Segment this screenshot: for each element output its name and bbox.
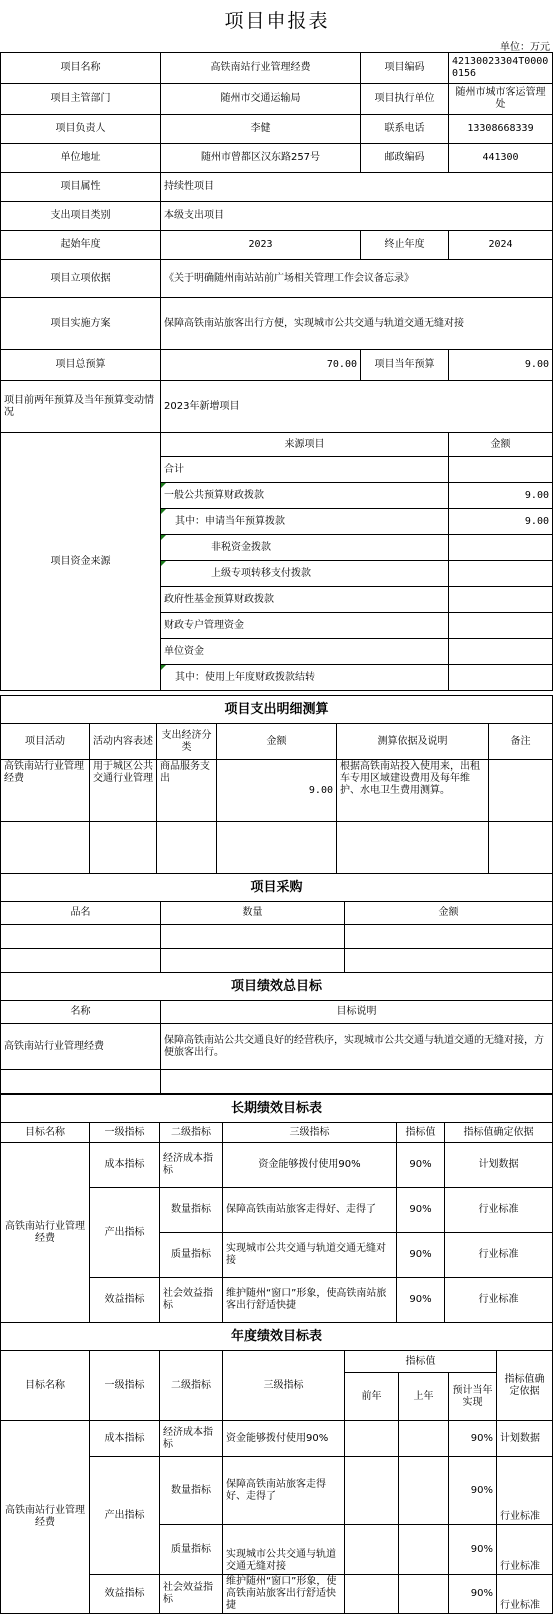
- funding-row-name: 单位资金: [161, 639, 449, 665]
- annual-l3: 保障高铁南站旅客走得好、走得了: [223, 1457, 345, 1525]
- annual-l3: 资金能够拨付使用90%: [223, 1421, 345, 1457]
- funding-row-amount: [449, 665, 553, 691]
- empty-cell: [1, 1070, 161, 1094]
- long-term-l2: 质量指标: [160, 1233, 223, 1278]
- detail-header: 活动内容表述: [90, 724, 157, 760]
- purchase-header: 数量: [161, 902, 345, 925]
- annual-header: 目标名称: [1, 1351, 90, 1421]
- funding-row-amount: 9.00: [449, 509, 553, 535]
- annual-header: 前年: [345, 1373, 399, 1421]
- detail-header: 支出经济分类: [157, 724, 217, 760]
- change-value: 2023年新增项目: [161, 381, 553, 433]
- start-label: 起始年度: [1, 231, 161, 260]
- annual-basis: 行业标准: [497, 1575, 553, 1614]
- change-label: 项目前两年预算及当年预算变动情况: [1, 381, 161, 433]
- annual-l1: 效益指标: [90, 1575, 160, 1614]
- purchase-table: [0, 873, 553, 973]
- funding-row-name: 非税资金拨款: [161, 535, 449, 561]
- annual-l1: 成本指标: [90, 1421, 160, 1457]
- funding-row-name: 其中：申请当年预算拨款: [161, 509, 449, 535]
- project-info-table: [0, 52, 553, 691]
- funding-row-amount: [449, 613, 553, 639]
- long-term-value: 90%: [397, 1278, 445, 1323]
- long-term-l3: 资金能够拨付使用90%: [223, 1143, 397, 1188]
- annual-header: 上年: [399, 1373, 449, 1421]
- annual-header: 二级指标: [160, 1351, 223, 1421]
- dept-label: 项目主管部门: [1, 84, 161, 115]
- funding-row-name: 一般公共预算财政拨款: [161, 483, 449, 509]
- goal-name: 高铁南站行业管理经费: [1, 1024, 161, 1070]
- annual-header: 三级指标: [223, 1351, 345, 1421]
- detail-basis: 根据高铁南站投入使用来，出租车专用区域建设费用及每年维护、水电卫生费用测算。: [337, 760, 489, 822]
- empty-cell: [217, 822, 337, 874]
- empty-cell: [161, 925, 345, 949]
- annual-prev1: [399, 1525, 449, 1575]
- long-term-header: 二级指标: [160, 1123, 223, 1143]
- exec-value: 随州市城市客运管理处: [449, 84, 553, 115]
- zip-label: 邮政编码: [361, 144, 449, 173]
- dept-value: 随州市交通运输局: [161, 84, 361, 115]
- empty-cell: [337, 822, 489, 874]
- long-term-header: 目标名称: [1, 1123, 90, 1143]
- annual-table: [0, 1322, 553, 1614]
- annual-l1: 产出指标: [90, 1457, 160, 1575]
- empty-cell: [1, 822, 90, 874]
- long-term-basis: 行业标准: [445, 1278, 553, 1323]
- long-term-header: 指标值确定依据: [445, 1123, 553, 1143]
- annual-l2: 社会效益指标: [160, 1575, 223, 1614]
- project-code: 42130023304T00000156: [449, 53, 553, 84]
- annual-l2: 质量指标: [160, 1525, 223, 1575]
- annual-prev1: [399, 1457, 449, 1525]
- detail-note: [489, 760, 553, 822]
- long-term-target: 高铁南站行业管理经费: [1, 1143, 90, 1323]
- annual-header: 一级指标: [90, 1351, 160, 1421]
- long-term-value: 90%: [397, 1233, 445, 1278]
- long-term-header: 指标值: [397, 1123, 445, 1143]
- detail-class: 商品服务支出: [157, 760, 217, 822]
- long-term-l1: 效益指标: [90, 1278, 160, 1323]
- annual-value: 90%: [449, 1457, 497, 1525]
- goal-desc: 保障高铁南站公共交通良好的经营秩序，实现城市公共交通与轨道交通的无缝对接，方便旅客出行。: [161, 1024, 553, 1070]
- long-term-basis: 行业标准: [445, 1233, 553, 1278]
- phone-value: 13308668339: [449, 115, 553, 144]
- addr-value: 随州市曾都区汉东路257号: [161, 144, 361, 173]
- project-name: 高铁南站行业管理经费: [161, 53, 361, 84]
- annual-prev2: [345, 1525, 399, 1575]
- long-term-table: [0, 1094, 553, 1323]
- annual-prev2: [345, 1457, 399, 1525]
- annual-header: 预计当年实现: [449, 1373, 497, 1421]
- empty-cell: [161, 949, 345, 973]
- detail-header: 测算依据及说明: [337, 724, 489, 760]
- detail-table: [0, 695, 553, 874]
- attr-label: 项目属性: [1, 173, 161, 202]
- type-label: 支出项目类别: [1, 202, 161, 231]
- purchase-header: 品名: [1, 902, 161, 925]
- owner-value: 李健: [161, 115, 361, 144]
- detail-header: 备注: [489, 724, 553, 760]
- annual-header: 指标值确定依据: [497, 1351, 553, 1421]
- addr-label: 单位地址: [1, 144, 161, 173]
- cur-budget-value: 9.00: [449, 350, 553, 381]
- funding-row-amount: [449, 457, 553, 483]
- annual-header: 指标值: [345, 1351, 497, 1373]
- plan-value: 保障高铁南站旅客出行方便，实现城市公共交通与轨道交通无缝对接: [161, 298, 553, 350]
- type-value: 本级支出项目: [161, 202, 553, 231]
- budget-value: 70.00: [161, 350, 361, 381]
- owner-label: 项目负责人: [1, 115, 161, 144]
- code-label: 项目编码: [361, 53, 449, 84]
- exec-label: 项目执行单位: [361, 84, 449, 115]
- funding-row-name: 政府性基金预算财政拨款: [161, 587, 449, 613]
- annual-value: 90%: [449, 1421, 497, 1457]
- empty-cell: [1, 925, 161, 949]
- funding-row-amount: [449, 639, 553, 665]
- annual-basis: 行业标准: [497, 1457, 553, 1525]
- funding-header-source: 来源项目: [161, 433, 449, 457]
- empty-cell: [345, 949, 553, 973]
- zip-value: 441300: [449, 144, 553, 173]
- funding-row-amount: [449, 535, 553, 561]
- basis-value: 《关于明确随州南站站前广场相关管理工作会议备忘录》: [161, 260, 553, 298]
- detail-title: 项目支出明细测算: [1, 696, 553, 724]
- long-term-l2: 经济成本指标: [160, 1143, 223, 1188]
- annual-basis: 行业标准: [497, 1525, 553, 1575]
- budget-label: 项目总预算: [1, 350, 161, 381]
- funding-label: 项目资金来源: [1, 433, 161, 691]
- end-label: 终止年度: [361, 231, 449, 260]
- detail-header: 金额: [217, 724, 337, 760]
- annual-basis: 计划数据: [497, 1421, 553, 1457]
- long-term-l3: 保障高铁南站旅客走得好、走得了: [223, 1188, 397, 1233]
- annual-title: 年度绩效目标表: [1, 1323, 553, 1351]
- end-value: 2024: [449, 231, 553, 260]
- long-term-l2: 数量指标: [160, 1188, 223, 1233]
- goal-title: 项目绩效总目标: [1, 973, 553, 1001]
- funding-row-name: 其中：使用上年度财政拨款结转: [161, 665, 449, 691]
- purchase-title: 项目采购: [1, 874, 553, 902]
- long-term-l3: 维护随州“窗口”形象，使高铁南站旅客出行舒适快捷: [223, 1278, 397, 1323]
- phone-label: 联系电话: [361, 115, 449, 144]
- long-term-header: 一级指标: [90, 1123, 160, 1143]
- long-term-l3: 实现城市公共交通与轨道交通无缝对接: [223, 1233, 397, 1278]
- funding-row-name: 合计: [161, 457, 449, 483]
- empty-cell: [1, 949, 161, 973]
- name-label: 项目名称: [1, 53, 161, 84]
- long-term-value: 90%: [397, 1188, 445, 1233]
- page-title: 项目申报表: [224, 10, 330, 32]
- long-term-l2: 社会效益指标: [160, 1278, 223, 1323]
- annual-l2: 数量指标: [160, 1457, 223, 1525]
- annual-value: 90%: [449, 1525, 497, 1575]
- purchase-header: 金额: [345, 902, 553, 925]
- start-value: 2023: [161, 231, 361, 260]
- annual-value: 90%: [449, 1575, 497, 1614]
- funding-row-name: 财政专户管理资金: [161, 613, 449, 639]
- annual-prev2: [345, 1421, 399, 1457]
- attr-value: 持续性项目: [161, 173, 553, 202]
- annual-prev1: [399, 1421, 449, 1457]
- annual-prev1: [399, 1575, 449, 1614]
- empty-cell: [157, 822, 217, 874]
- empty-cell: [489, 822, 553, 874]
- unit-label: 单位：万元: [500, 42, 550, 53]
- goal-header: 目标说明: [161, 1001, 553, 1024]
- long-term-l1: 成本指标: [90, 1143, 160, 1188]
- long-term-l1: 产出指标: [90, 1188, 160, 1278]
- detail-content: 用于城区公共交通行业管理: [90, 760, 157, 822]
- annual-l3: 维护随州“窗口”形象，使高铁南站旅客出行舒适快捷: [223, 1575, 345, 1614]
- detail-header: 项目活动: [1, 724, 90, 760]
- funding-row-amount: [449, 587, 553, 613]
- long-term-header: 三级指标: [223, 1123, 397, 1143]
- detail-activity: 高铁南站行业管理经费: [1, 760, 90, 822]
- annual-l2: 经济成本指标: [160, 1421, 223, 1457]
- annual-prev2: [345, 1575, 399, 1614]
- long-term-value: 90%: [397, 1143, 445, 1188]
- cur-budget-label: 项目当年预算: [361, 350, 449, 381]
- goal-table: [0, 972, 553, 1094]
- annual-l3: 实现城市公共交通与轨道交通无缝对接: [223, 1525, 345, 1575]
- empty-cell: [90, 822, 157, 874]
- long-term-title: 长期绩效目标表: [1, 1095, 553, 1123]
- long-term-basis: 行业标准: [445, 1188, 553, 1233]
- funding-header-amount: 金额: [449, 433, 553, 457]
- empty-cell: [345, 925, 553, 949]
- annual-target: 高铁南站行业管理经费: [1, 1421, 90, 1614]
- detail-amount: 9.00: [217, 760, 337, 822]
- basis-label: 项目立项依据: [1, 260, 161, 298]
- funding-row-amount: [449, 561, 553, 587]
- funding-row-amount: 9.00: [449, 483, 553, 509]
- goal-header: 名称: [1, 1001, 161, 1024]
- plan-label: 项目实施方案: [1, 298, 161, 350]
- funding-row-name: 上级专项转移支付拨款: [161, 561, 449, 587]
- empty-cell: [161, 1070, 553, 1094]
- long-term-basis: 计划数据: [445, 1143, 553, 1188]
